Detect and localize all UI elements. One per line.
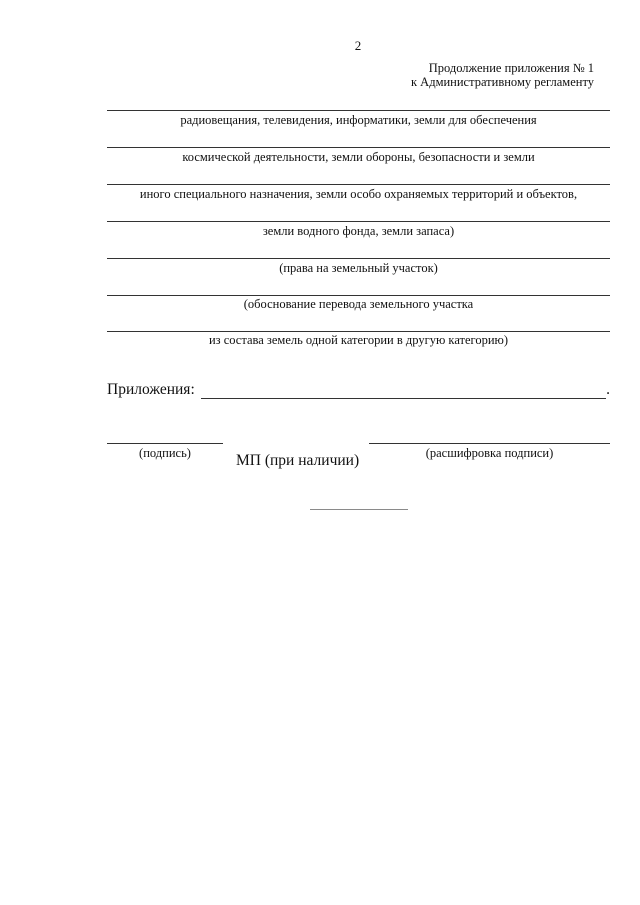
end-divider: [310, 509, 408, 510]
attachments-label: Приложения:: [107, 381, 195, 398]
form-rule: [107, 184, 610, 185]
attachments-terminator: .: [606, 381, 610, 398]
signature-line[interactable]: [107, 443, 223, 444]
attachments-row: [107, 381, 610, 399]
form-rule: [107, 258, 610, 259]
form-line-text: космической деятельности, земли обороны, безопасности и земли: [182, 150, 535, 164]
page-number: 2: [354, 38, 362, 53]
signature-caption: (подпись): [139, 446, 191, 460]
signature-decryption-caption: (расшифровка подписи): [425, 446, 554, 460]
form-line-text: (права на земельный участок): [279, 261, 438, 275]
form-rule: [107, 110, 610, 111]
signature-decryption-line[interactable]: [369, 443, 610, 444]
form-rule: [107, 331, 610, 332]
attachments-fill-line[interactable]: [201, 383, 606, 399]
form-line-text: из состава земель одной категории в другую категорию): [208, 333, 509, 347]
appendix-header-line-1: Продолжение приложения № 1: [428, 61, 594, 75]
form-rule: [107, 221, 610, 222]
stamp-caption: МП (при наличии): [236, 452, 360, 469]
appendix-header: [411, 61, 594, 89]
form-rule: [107, 147, 610, 148]
form-line-text: земли водного фонда, земли запаса): [262, 224, 455, 238]
form-line-text: (обоснование перевода земельного участка: [243, 297, 474, 311]
form-rule: [107, 295, 610, 296]
appendix-header-line-2: к Административному регламенту: [410, 75, 594, 89]
form-line-text: радиовещания, телевидения, информатики, земли для обеспечения: [180, 113, 537, 127]
form-line-text: иного специального назначения, земли особо охраняемых территорий и объектов,: [139, 187, 578, 201]
